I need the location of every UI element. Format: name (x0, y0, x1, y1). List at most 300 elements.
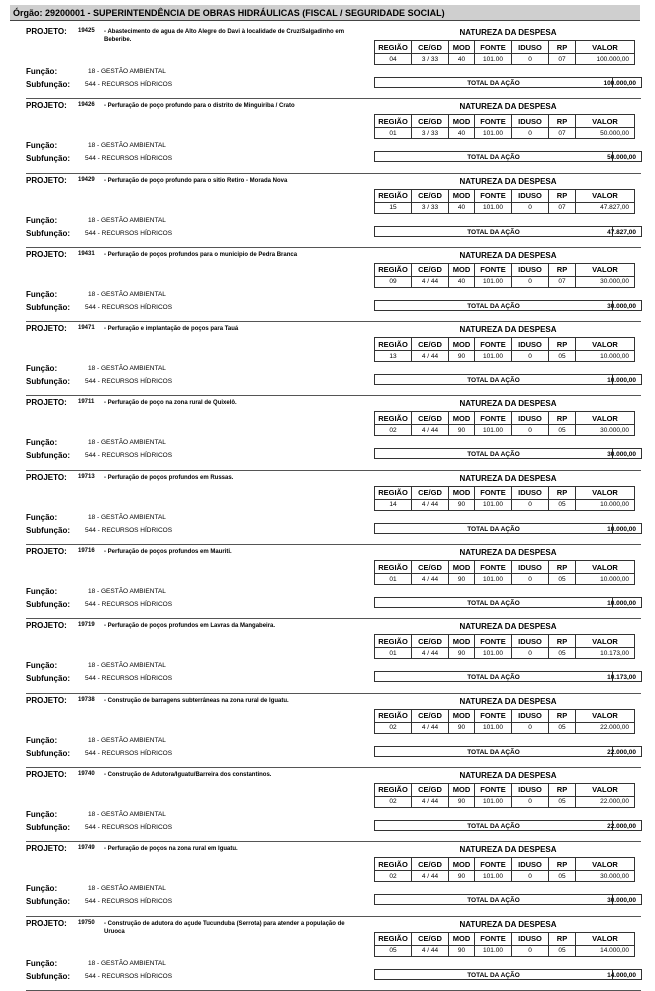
column-header-valor: VALOR (576, 486, 635, 499)
projeto-label: PROJETO: (26, 398, 67, 408)
column-header-regiao: REGIÃO (375, 189, 412, 202)
subfuncao-value: 544 - RECURSOS HÍDRICOS (85, 972, 173, 980)
column-header-regiao: REGIÃO (375, 932, 412, 945)
cell-ce-gd: 4 / 44 (412, 425, 449, 436)
column-header-fonte: FONTE (475, 41, 512, 54)
project-number: 19738 (78, 696, 95, 703)
project-block (26, 248, 641, 322)
cell-rp: 05 (549, 574, 576, 585)
project-description: - Perfuração de poços profundos em Lavras da Mangabeira. (104, 623, 276, 630)
subfuncao-value: 544 - RECURSOS HÍDRICOS (85, 823, 173, 831)
natureza-title: NATUREZA DA DESPESA (459, 919, 557, 929)
project-block (26, 396, 641, 470)
column-header-valor: VALOR (576, 115, 635, 128)
cell-ce-gd: 4 / 44 (412, 871, 449, 882)
header-row (375, 783, 635, 796)
cell-fonte: 101.00 (475, 574, 512, 585)
despesa-table (374, 337, 635, 362)
column-header-fonte: FONTE (475, 709, 512, 722)
total-label: TOTAL DA AÇÃO (467, 302, 520, 310)
project-number: 19429 (78, 176, 95, 183)
funcao-label: Função: (26, 215, 58, 225)
total-row (374, 894, 642, 905)
column-header-valor: VALOR (576, 709, 635, 722)
project-list (0, 25, 655, 991)
cell-fonte: 101.00 (475, 425, 512, 436)
header-row (375, 338, 635, 351)
column-header-regiao: REGIÃO (375, 783, 412, 796)
cell-fonte: 101.00 (475, 499, 512, 510)
cell-mod: 90 (449, 871, 475, 882)
cell-fonte: 101.00 (475, 351, 512, 362)
column-header-mod: MOD (449, 412, 475, 425)
funcao-value: 18 - GESTÃO AMBIENTAL (88, 365, 166, 373)
cell-mod: 90 (449, 574, 475, 585)
column-header-ce-gd: CE/GD (412, 412, 449, 425)
cell-mod: 90 (449, 425, 475, 436)
column-header-iduso: IDUSO (512, 115, 549, 128)
despesa-table (374, 932, 635, 957)
cell-ce-gd: 3 / 33 (412, 128, 449, 139)
column-header-ce-gd: CE/GD (412, 263, 449, 276)
projeto-label: PROJETO: (26, 695, 67, 705)
subfuncao-label: Subfunção: (26, 80, 70, 89)
project-description: - Perfuração de poço profundo para o sitio Retiro - Morada Nova (104, 177, 288, 184)
column-header-fonte: FONTE (475, 486, 512, 499)
cell-rp: 05 (549, 425, 576, 436)
cell-valor: 22.000,00 (576, 796, 635, 807)
total-value: 50.000,00 (607, 154, 636, 162)
cell-valor: 14.000,00 (576, 945, 635, 956)
column-header-rp: RP (549, 486, 576, 499)
orgao-header: Órgão: 29200001 - SUPERINTENDÊNCIA DE OBRAS HIDRÁULICAS (FISCAL / SEGURIDADE SOCIAL) (10, 5, 640, 21)
subfuncao-value: 544 - RECURSOS HÍDRICOS (85, 601, 173, 609)
project-number: 19425 (78, 28, 95, 34)
total-value: 47.827,00 (607, 228, 636, 236)
column-header-ce-gd: CE/GD (412, 635, 449, 648)
cell-fonte: 101.00 (475, 871, 512, 882)
funcao-label: Função: (26, 661, 58, 671)
natureza-title: NATUREZA DA DESPESA (459, 473, 557, 483)
column-header-rp: RP (549, 412, 576, 425)
column-header-mod: MOD (449, 338, 475, 351)
despesa-table (374, 40, 635, 65)
column-header-rp: RP (549, 561, 576, 574)
project-description: - Perfuração de poços profundos em Russas. (104, 474, 234, 481)
funcao-value: 18 - GESTÃO AMBIENTAL (88, 885, 166, 893)
natureza-title: NATUREZA DA DESPESA (459, 325, 557, 335)
funcao-value: 18 - GESTÃO AMBIENTAL (88, 142, 166, 150)
funcao-value: 18 - GESTÃO AMBIENTAL (88, 588, 166, 596)
column-header-fonte: FONTE (475, 932, 512, 945)
column-header-rp: RP (549, 635, 576, 648)
cell-rp: 05 (549, 871, 576, 882)
natureza-title: NATUREZA DA DESPESA (459, 399, 557, 409)
total-value: 10.000,00 (607, 600, 636, 608)
cell-regiao: 02 (375, 425, 412, 436)
project-number: 19426 (78, 102, 95, 109)
natureza-title: NATUREZA DA DESPESA (459, 102, 557, 112)
column-header-iduso: IDUSO (512, 783, 549, 796)
total-row (374, 300, 642, 311)
data-row (375, 648, 635, 659)
column-header-iduso: IDUSO (512, 412, 549, 425)
despesa-table (374, 486, 635, 511)
total-label: TOTAL DA AÇÃO (467, 600, 520, 608)
project-block (26, 322, 641, 396)
project-block (26, 99, 641, 173)
project-number: 19750 (78, 919, 95, 926)
cell-valor: 10.000,00 (576, 499, 635, 510)
cell-regiao: 02 (375, 722, 412, 733)
column-header-iduso: IDUSO (512, 486, 549, 499)
total-value: 10.000,00 (607, 525, 636, 533)
column-header-rp: RP (549, 189, 576, 202)
cell-rp: 07 (549, 128, 576, 139)
natureza-title: NATUREZA DA DESPESA (459, 622, 557, 632)
total-label: TOTAL DA AÇÃO (467, 971, 520, 979)
cell-valor: 10.000,00 (576, 351, 635, 362)
cell-valor: 100.000,00 (576, 54, 635, 65)
header-row (375, 709, 635, 722)
column-header-valor: VALOR (576, 561, 635, 574)
column-header-mod: MOD (449, 858, 475, 871)
despesa-table (374, 411, 635, 436)
natureza-title: NATUREZA DA DESPESA (459, 548, 557, 558)
column-header-rp: RP (549, 41, 576, 54)
total-label: TOTAL DA AÇÃO (467, 377, 520, 385)
subfuncao-value: 544 - RECURSOS HÍDRICOS (85, 675, 173, 683)
cell-rp: 07 (549, 276, 576, 287)
total-value: 30.000,00 (607, 897, 636, 905)
funcao-value: 18 - GESTÃO AMBIENTAL (88, 810, 166, 818)
header-row (375, 932, 635, 945)
header-row (375, 858, 635, 871)
total-label: TOTAL DA AÇÃO (467, 228, 520, 236)
column-header-rp: RP (549, 263, 576, 276)
cell-regiao: 09 (375, 276, 412, 287)
column-header-mod: MOD (449, 932, 475, 945)
funcao-label: Função: (26, 809, 58, 819)
total-label: TOTAL DA AÇÃO (467, 80, 520, 87)
cell-mod: 90 (449, 796, 475, 807)
cell-iduso: 0 (512, 202, 549, 213)
column-header-mod: MOD (449, 709, 475, 722)
cell-ce-gd: 3 / 33 (412, 202, 449, 213)
subfuncao-label: Subfunção: (26, 451, 70, 461)
column-header-valor: VALOR (576, 338, 635, 351)
column-header-ce-gd: CE/GD (412, 709, 449, 722)
data-row (375, 425, 635, 436)
column-header-regiao: REGIÃO (375, 561, 412, 574)
cell-mod: 90 (449, 945, 475, 956)
total-label: TOTAL DA AÇÃO (467, 525, 520, 533)
cell-ce-gd: 4 / 44 (412, 796, 449, 807)
cell-iduso: 0 (512, 796, 549, 807)
header-row (375, 263, 635, 276)
column-header-ce-gd: CE/GD (412, 338, 449, 351)
cell-regiao: 04 (375, 54, 412, 65)
project-block (26, 471, 641, 545)
total-value: 22.000,00 (607, 748, 636, 756)
subfuncao-label: Subfunção: (26, 600, 70, 610)
total-row (374, 671, 642, 682)
project-block (26, 545, 641, 619)
funcao-label: Função: (26, 735, 58, 745)
cell-valor: 10.173,00 (576, 648, 635, 659)
cell-rp: 05 (549, 796, 576, 807)
subfuncao-label: Subfunção: (26, 674, 70, 684)
column-header-regiao: REGIÃO (375, 338, 412, 351)
project-description: - Perfuração de poços na zona rural em Iguatu. (104, 846, 238, 853)
column-header-fonte: FONTE (475, 338, 512, 351)
funcao-label: Função: (26, 884, 58, 894)
cell-iduso: 0 (512, 128, 549, 139)
subfuncao-value: 544 - RECURSOS HÍDRICOS (85, 526, 173, 534)
data-row (375, 796, 635, 807)
total-label: TOTAL DA AÇÃO (467, 897, 520, 905)
cell-regiao: 15 (375, 202, 412, 213)
subfuncao-label: Subfunção: (26, 971, 70, 981)
projeto-label: PROJETO: (26, 175, 67, 185)
projeto-label: PROJETO: (26, 769, 67, 779)
column-header-iduso: IDUSO (512, 189, 549, 202)
funcao-label: Função: (26, 364, 58, 374)
cell-ce-gd: 4 / 44 (412, 945, 449, 956)
column-header-fonte: FONTE (475, 561, 512, 574)
funcao-value: 18 - GESTÃO AMBIENTAL (88, 290, 166, 298)
projeto-label: PROJETO: (26, 547, 67, 557)
column-header-ce-gd: CE/GD (412, 783, 449, 796)
projeto-label: PROJETO: (26, 27, 67, 36)
column-header-valor: VALOR (576, 635, 635, 648)
cell-valor: 47.827,00 (576, 202, 635, 213)
cell-fonte: 101.00 (475, 276, 512, 287)
natureza-title: NATUREZA DA DESPESA (459, 696, 557, 706)
funcao-value: 18 - GESTÃO AMBIENTAL (88, 959, 166, 967)
total-row (374, 151, 642, 162)
cell-ce-gd: 4 / 44 (412, 648, 449, 659)
total-label: TOTAL DA AÇÃO (467, 822, 520, 830)
total-value: 10.000,00 (607, 377, 636, 385)
column-header-ce-gd: CE/GD (412, 858, 449, 871)
cell-rp: 05 (549, 722, 576, 733)
column-header-fonte: FONTE (475, 783, 512, 796)
total-label: TOTAL DA AÇÃO (467, 451, 520, 459)
column-header-valor: VALOR (576, 263, 635, 276)
cell-rp: 07 (549, 54, 576, 65)
column-header-mod: MOD (449, 486, 475, 499)
funcao-label: Função: (26, 958, 58, 968)
project-block (26, 619, 641, 693)
funcao-label: Função: (26, 67, 58, 76)
project-description: - Abastecimento de agua de Alto Alegre do Davi à localidade de Cruz/Salgadinho em Beberibe. (104, 29, 345, 43)
cell-valor: 30.000,00 (576, 871, 635, 882)
subfuncao-value: 544 - RECURSOS HÍDRICOS (85, 898, 173, 906)
cell-regiao: 02 (375, 871, 412, 882)
column-header-ce-gd: CE/GD (412, 486, 449, 499)
column-header-mod: MOD (449, 635, 475, 648)
cell-mod: 90 (449, 648, 475, 659)
column-header-iduso: IDUSO (512, 932, 549, 945)
cell-ce-gd: 4 / 44 (412, 351, 449, 362)
project-description: - Perfuração de poços profundos para o municipio de Pedra Branca (104, 251, 298, 258)
cell-fonte: 101.00 (475, 945, 512, 956)
projeto-label: PROJETO: (26, 844, 67, 854)
column-header-mod: MOD (449, 783, 475, 796)
header-row (375, 412, 635, 425)
column-header-iduso: IDUSO (512, 858, 549, 871)
cell-regiao: 01 (375, 574, 412, 585)
header-row (375, 561, 635, 574)
project-number: 19431 (78, 250, 95, 257)
funcao-value: 18 - GESTÃO AMBIENTAL (88, 513, 166, 521)
total-label: TOTAL DA AÇÃO (467, 748, 520, 756)
column-header-fonte: FONTE (475, 412, 512, 425)
total-row (374, 77, 642, 88)
cell-regiao: 14 (375, 499, 412, 510)
column-header-fonte: FONTE (475, 189, 512, 202)
column-header-valor: VALOR (576, 412, 635, 425)
column-header-iduso: IDUSO (512, 709, 549, 722)
funcao-value: 18 - GESTÃO AMBIENTAL (88, 662, 166, 670)
column-header-ce-gd: CE/GD (412, 189, 449, 202)
project-block (26, 768, 641, 842)
despesa-table (374, 263, 635, 288)
column-header-regiao: REGIÃO (375, 41, 412, 54)
header-row (375, 115, 635, 128)
subfuncao-label: Subfunção: (26, 154, 70, 164)
subfuncao-value: 544 - RECURSOS HÍDRICOS (85, 229, 173, 237)
total-value: 14.000,00 (607, 971, 636, 979)
column-header-mod: MOD (449, 263, 475, 276)
cell-valor: 10.000,00 (576, 574, 635, 585)
total-label: TOTAL DA AÇÃO (467, 154, 520, 162)
cell-iduso: 0 (512, 722, 549, 733)
cell-iduso: 0 (512, 425, 549, 436)
subfuncao-label: Subfunção: (26, 897, 70, 907)
cell-iduso: 0 (512, 871, 549, 882)
cell-mod: 40 (449, 202, 475, 213)
subfuncao-label: Subfunção: (26, 525, 70, 535)
total-value: 10.173,00 (607, 674, 636, 682)
project-block (26, 842, 641, 916)
cell-regiao: 13 (375, 351, 412, 362)
cell-rp: 07 (549, 202, 576, 213)
cell-valor: 30.000,00 (576, 425, 635, 436)
column-header-regiao: REGIÃO (375, 858, 412, 871)
project-description: - Perfuração de poços profundos em Mauriti. (104, 549, 232, 556)
column-header-mod: MOD (449, 189, 475, 202)
despesa-table (374, 560, 635, 585)
column-header-iduso: IDUSO (512, 41, 549, 54)
column-header-rp: RP (549, 932, 576, 945)
cell-mod: 40 (449, 128, 475, 139)
cell-rp: 05 (549, 648, 576, 659)
project-number: 19711 (78, 399, 95, 406)
natureza-title: NATUREZA DA DESPESA (459, 28, 557, 37)
subfuncao-label: Subfunção: (26, 748, 70, 758)
funcao-label: Função: (26, 512, 58, 522)
funcao-label: Função: (26, 289, 58, 299)
column-header-rp: RP (549, 783, 576, 796)
natureza-title: NATUREZA DA DESPESA (459, 176, 557, 186)
header-row (375, 41, 635, 54)
total-row (374, 374, 642, 385)
column-header-ce-gd: CE/GD (412, 41, 449, 54)
cell-rp: 05 (549, 945, 576, 956)
header-row (375, 189, 635, 202)
subfuncao-label: Subfunção: (26, 228, 70, 238)
data-row (375, 128, 635, 139)
funcao-value: 18 - GESTÃO AMBIENTAL (88, 68, 166, 75)
cell-iduso: 0 (512, 351, 549, 362)
despesa-table (374, 783, 635, 808)
column-header-iduso: IDUSO (512, 561, 549, 574)
column-header-mod: MOD (449, 115, 475, 128)
cell-iduso: 0 (512, 648, 549, 659)
subfuncao-value: 544 - RECURSOS HÍDRICOS (85, 81, 173, 88)
column-header-fonte: FONTE (475, 115, 512, 128)
cell-mod: 40 (449, 54, 475, 65)
project-description: - Perfuração e implantação de poços para Tauá (104, 326, 239, 333)
total-label: TOTAL DA AÇÃO (467, 674, 520, 682)
data-row (375, 499, 635, 510)
project-number: 19749 (78, 845, 95, 852)
column-header-regiao: REGIÃO (375, 115, 412, 128)
cell-rp: 05 (549, 499, 576, 510)
total-value: 30.000,00 (607, 302, 636, 310)
column-header-mod: MOD (449, 561, 475, 574)
subfuncao-label: Subfunção: (26, 377, 70, 387)
header-row (375, 635, 635, 648)
cell-valor: 50.000,00 (576, 128, 635, 139)
despesa-table (374, 114, 635, 139)
project-number: 19716 (78, 548, 95, 555)
column-header-iduso: IDUSO (512, 635, 549, 648)
projeto-label: PROJETO: (26, 472, 67, 482)
cell-fonte: 101.00 (475, 128, 512, 139)
project-number: 19740 (78, 770, 95, 777)
project-block (26, 694, 641, 768)
column-header-ce-gd: CE/GD (412, 932, 449, 945)
natureza-title: NATUREZA DA DESPESA (459, 250, 557, 260)
subfuncao-value: 544 - RECURSOS HÍDRICOS (85, 452, 173, 460)
funcao-value: 18 - GESTÃO AMBIENTAL (88, 439, 166, 447)
cell-regiao: 02 (375, 796, 412, 807)
cell-fonte: 101.00 (475, 796, 512, 807)
despesa-table (374, 634, 635, 659)
projeto-label: PROJETO: (26, 249, 67, 259)
header-row (375, 486, 635, 499)
data-row (375, 722, 635, 733)
total-value: 100.000,00 (603, 80, 636, 87)
column-header-valor: VALOR (576, 783, 635, 796)
cell-regiao: 01 (375, 128, 412, 139)
cell-fonte: 101.00 (475, 722, 512, 733)
project-description: - Construção de adutora do açude Tucunduba (Serrota) para atender a população de Uruoca (104, 920, 345, 935)
cell-fonte: 101.00 (475, 202, 512, 213)
subfuncao-value: 544 - RECURSOS HÍDRICOS (85, 378, 173, 386)
cell-regiao: 01 (375, 648, 412, 659)
column-header-rp: RP (549, 115, 576, 128)
project-description: - Construção de Adutora/Iguatu/Barreira dos constantinos. (104, 771, 272, 778)
column-header-rp: RP (549, 858, 576, 871)
column-header-valor: VALOR (576, 189, 635, 202)
column-header-regiao: REGIÃO (375, 635, 412, 648)
subfuncao-label: Subfunção: (26, 822, 70, 832)
project-number: 19719 (78, 622, 95, 629)
